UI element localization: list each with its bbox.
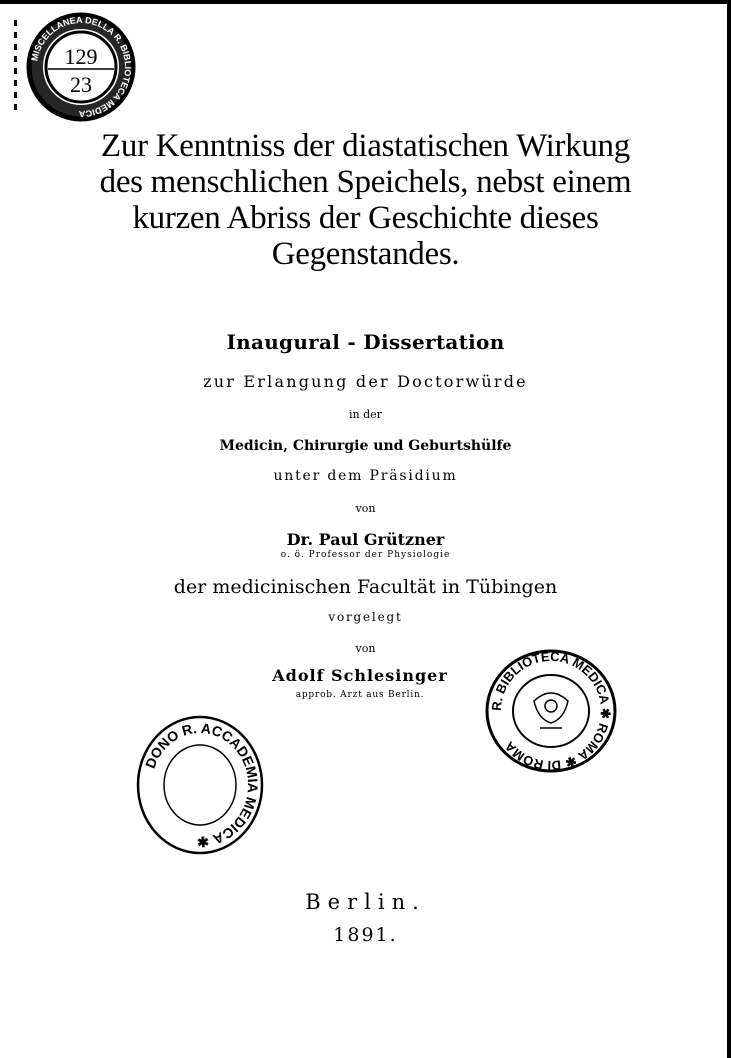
svg-text:DONO R. ACCADEMIA MEDICA ✱: [142, 720, 261, 850]
stamp-ring-text: MISCELLANEA DELLA R. BIBLIOTECA MEDICA: [29, 14, 134, 120]
scan-border-top: [0, 0, 731, 4]
donation-ring-text: DONO R. ACCADEMIA MEDICA ✱: [141, 719, 262, 851]
stamp-number-1: 129: [64, 44, 98, 69]
in-der-line: in der: [349, 408, 382, 421]
degree-line: zur Erlangung der Doctorwürde: [203, 372, 528, 391]
library-stamp-icon: [18, 12, 144, 122]
seal-ring-text: R. BIBLIOTECA MEDICA ✱ ROMA ✱ DI ROMA: [488, 648, 614, 774]
title-line-4: Gegenstandes.: [271, 236, 460, 272]
author-description: approb. Arzt aus Berlin.: [295, 690, 425, 700]
praesidium-line: unter dem Präsidium: [273, 468, 458, 484]
dissertation-heading: Inaugural - Dissertation: [226, 330, 505, 354]
library-seal-icon: [482, 646, 620, 776]
document-title: [0, 128, 731, 272]
vorgelegt-line: vorgelegt: [328, 610, 403, 624]
von-line-2: von: [355, 642, 376, 655]
title-line-3: kurzen Abriss der Geschichte dieses: [132, 200, 599, 236]
publication-year: 1891.: [333, 924, 398, 946]
title-line-2: des menschlichen Speichels, nebst einem: [99, 164, 632, 200]
faculty-line: der medicinischen Facultät in Tübingen: [173, 576, 558, 598]
presider-title: o. ö. Professor der Physiologie: [280, 550, 451, 560]
stamp-number-2: 23: [70, 72, 92, 97]
von-line-1: von: [355, 502, 376, 515]
presider-name: Dr. Paul Grützner: [286, 530, 445, 549]
scan-border-left: [14, 20, 17, 110]
faculties-line: Medicin, Chirurgie und Geburtshülfe: [219, 438, 512, 454]
donation-stamp-icon: [134, 710, 266, 860]
author-name: Adolf Schlesinger: [272, 666, 448, 685]
title-line-1: Zur Kenntniss der diastatischen Wirkung: [101, 128, 630, 164]
publication-city: Berlin.: [305, 890, 426, 914]
